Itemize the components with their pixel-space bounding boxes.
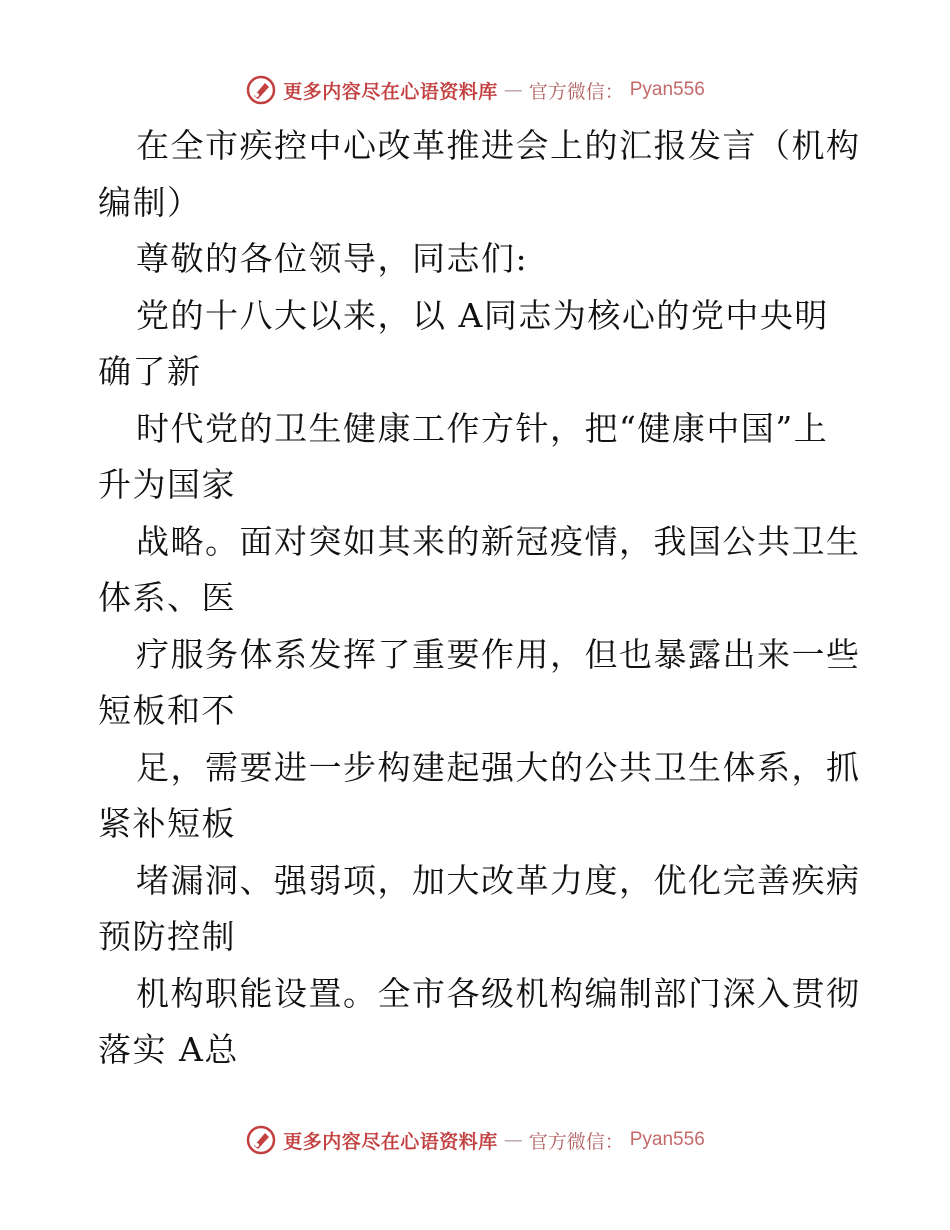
text-line: 足，需要进一步构建起强大的公共卫生体系，抓 (136, 747, 861, 787)
text-line: 短板和不 (98, 691, 236, 730)
text-line: 机构职能设置。全市各级机构编制部门深入贯彻 (136, 973, 861, 1013)
text-line: 疗服务体系发挥了重要作用，但也暴露出来一些 (136, 634, 861, 674)
watermark-id: Pyan556 (629, 79, 705, 100)
watermark-separator: — (503, 1129, 523, 1151)
watermark-brand: 更多内容尽在心语资料库 (283, 1130, 498, 1153)
text-line: 确了新 (98, 352, 202, 391)
watermark-id: Pyan556 (629, 1129, 705, 1150)
text-line: 落实 A总 (98, 1030, 239, 1069)
text-line: 升为国家 (98, 465, 236, 504)
text-line: 预防控制 (98, 917, 236, 956)
watermark-brand: 更多内容尽在心语资料库 (283, 80, 498, 103)
watermark-label: 官方微信： (528, 1130, 624, 1153)
pen-nib-logo-icon (245, 1124, 277, 1156)
watermark-separator: — (503, 79, 523, 101)
text-line: 党的十八大以来，以 A同志为核心的党中央明 (136, 295, 829, 335)
text-line: 战略。面对突如其来的新冠疫情，我国公共卫生 (136, 521, 861, 561)
header-watermark (0, 70, 950, 110)
watermark-label: 官方微信： (528, 80, 624, 103)
text-line: 堵漏洞、强弱项，加大改革力度，优化完善疾病 (136, 860, 861, 900)
document-body (98, 118, 861, 1079)
text-line: 紧补短板 (98, 804, 236, 843)
text-line: 在全市疾控中心改革推进会上的汇报发言（机构 (136, 126, 861, 165)
pen-nib-logo-icon (245, 74, 277, 106)
text-line: 尊敬的各位领导，同志们: (136, 239, 529, 278)
footer-watermark (0, 1120, 950, 1160)
text-line: 体系、医 (98, 578, 236, 617)
text-line: 时代党的卫生健康工作方针，把“健康中国”上 (136, 408, 829, 448)
text-line: 编制） (98, 182, 202, 222)
